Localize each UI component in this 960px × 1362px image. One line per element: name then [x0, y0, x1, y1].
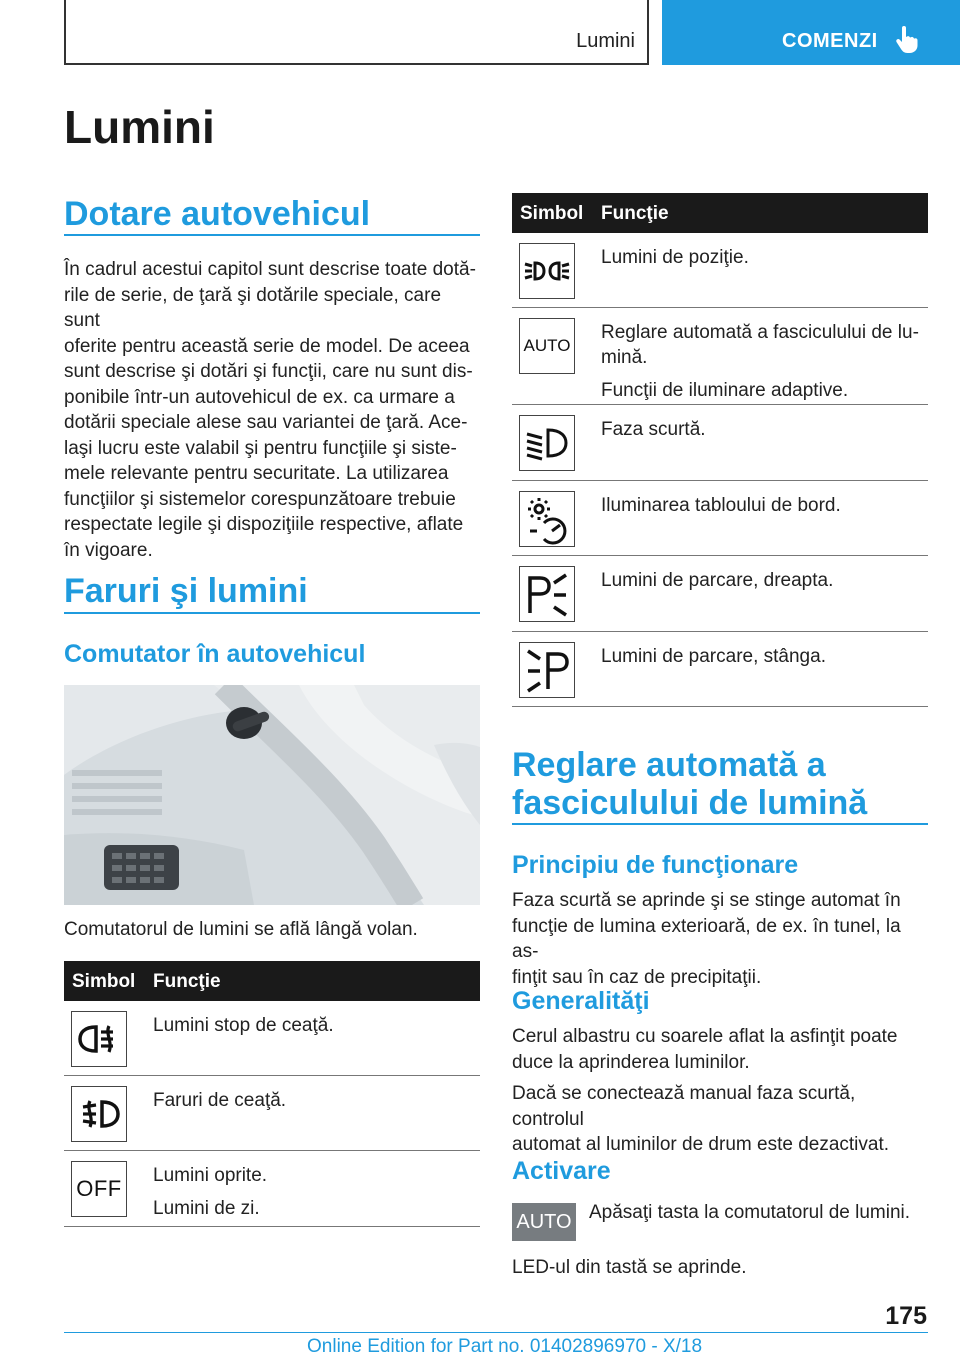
header-chapter-tab[interactable] [662, 0, 960, 65]
instrument-lighting-icon [519, 491, 575, 547]
dotare-heading-rule [64, 234, 480, 236]
dotare-heading: Dotare autovehicul [64, 195, 371, 233]
front-fog-light-icon [71, 1086, 127, 1142]
col-symbol-label: Simbol [72, 971, 136, 992]
row-function-text: Faruri de ceaţă. [153, 1090, 287, 1111]
reglare-heading-rule [512, 823, 928, 825]
footer-edition: Online Edition for Part no. 01402896970 - X/18 [307, 1336, 703, 1357]
header-section-label: Lumini [576, 30, 635, 52]
row-function-text: Reglare automată a fasciculului de lu- mină. Funcţii de iluminare adaptive. [601, 322, 919, 401]
table-row [64, 1076, 480, 1151]
dotare-line: ponibile într-un autovehicul de ex. ca urmare a [64, 386, 455, 408]
reglare-heading-line2: fasciculului de lumină [512, 784, 868, 822]
hand-pointer-icon [894, 26, 918, 54]
dotare-line: sunt descrise şi dotări şi funcţii, care nu sunt dis- [64, 361, 473, 382]
off-symbol-icon: OFF [71, 1161, 127, 1217]
activare-text: Apăsaţi tasta la comutatorul de lumini. [589, 1202, 911, 1223]
table-row [512, 556, 928, 632]
parking-light-left-icon [519, 642, 575, 698]
light-switch-photo [64, 685, 480, 905]
row-function-text: Iluminarea tabloului de bord. [601, 495, 841, 516]
page-number: 175 [885, 1302, 927, 1330]
principiu-heading: Principiu de funcţionare [512, 851, 799, 879]
row-function-text: Faza scurtă. [601, 419, 706, 440]
faruri-heading-rule [64, 612, 480, 614]
dotare-line: oferite pentru această serie de model. De aceea [64, 335, 470, 357]
col-function-label: Funcţie [153, 971, 221, 992]
faruri-heading: Faruri şi lumini [64, 572, 308, 610]
table-row [512, 233, 928, 308]
header-section-tab [64, 0, 649, 65]
dotare-line: mele relevante pentru securitate. La utilizarea [64, 463, 449, 484]
dotare-line: rile de serie, de ţară şi dotările speciale, care sunt [64, 284, 442, 331]
activare-heading: Activare [512, 1157, 611, 1185]
row-function-text: Lumini de parcare, dreapta. [601, 570, 834, 591]
dotare-line: în vigoare. [64, 539, 153, 561]
dotare-line: respectate legile şi dispoziţiile respective, aflate [64, 514, 464, 535]
col-function-label: Funcţie [601, 203, 669, 224]
dotare-line: dotării speciale alese sau variantei de ţară. Ace- [64, 412, 468, 433]
generalitati-heading: Generalităţi [512, 987, 650, 1015]
auto-button-icon: AUTO [512, 1203, 576, 1241]
table-row [512, 405, 928, 481]
generalitati-paragraph-2: Dacă se conectează manual faza scurtă, controlul automat al luminilor de drum este dezactivat. [512, 1083, 890, 1155]
dotare-line: În cadrul acestui capitol sunt descrise toate dotă- [64, 259, 476, 280]
auto-symbol-icon: AUTO [519, 318, 575, 374]
table-header [512, 193, 928, 233]
row-function-text: Lumini de poziţie. [601, 247, 749, 268]
dotare-line: laşi lucru este valabil şi pentru funcţiile şi siste- [64, 437, 457, 459]
page-title: Lumini [64, 101, 215, 153]
row-function-text: Lumini stop de ceaţă. [153, 1015, 334, 1036]
comutator-subheading: Comutator în autovehicul [64, 640, 366, 668]
dotare-paragraph [64, 257, 480, 563]
principiu-paragraph: Faza scurtă se aprinde şi se stinge automat în funcţie de lumina exterioară, de ex. în tunel, la as- finţit sau în caz de precipitaţii. [512, 890, 901, 988]
symbol-table-right [512, 193, 928, 707]
position-lights-icon [519, 243, 575, 299]
table-row [64, 1001, 480, 1076]
photo-caption: Comutatorul de lumini se află lângă volan. [64, 919, 418, 940]
header-chapter-label: COMENZI [782, 30, 878, 52]
dotare-line: funcţiilor şi sistemelor corespunzătoare trebuie [64, 488, 456, 510]
low-beam-icon [519, 415, 575, 471]
table-row [512, 632, 928, 707]
led-text: LED-ul din tastă se aprinde. [512, 1257, 747, 1278]
row-function-text: Lumini de parcare, stânga. [601, 646, 826, 667]
table-header [64, 961, 480, 1001]
symbol-table-left [64, 961, 480, 1227]
generalitati-paragraph-1: Cerul albastru cu soarele aflat la asfinţit poate duce la aprinderea luminilor. [512, 1026, 898, 1073]
footer-rule [64, 1332, 928, 1333]
col-symbol-label: Simbol [520, 203, 584, 224]
parking-light-right-icon [519, 566, 575, 622]
reglare-heading-line1: Reglare automată a [512, 746, 826, 784]
row-function-text: Lumini oprite. Lumini de zi. [153, 1165, 268, 1219]
rear-fog-light-icon [71, 1011, 127, 1067]
table-row [512, 308, 928, 405]
table-row [64, 1151, 480, 1227]
table-row [512, 481, 928, 556]
